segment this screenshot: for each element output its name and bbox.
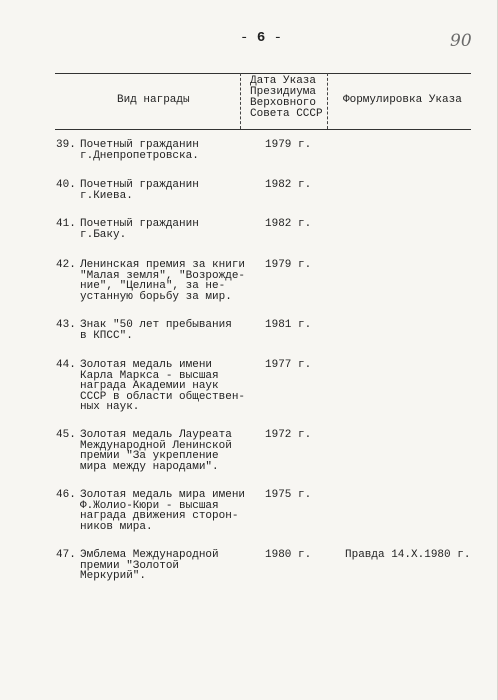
decree-wording: Правда 14.X.1980 г.: [345, 549, 471, 561]
decree-year: 1975 г.: [265, 489, 312, 501]
decree-year: 1977 г.: [265, 359, 312, 371]
header-decree-wording: Формулировка Указа: [343, 94, 462, 106]
row-number: 42.: [56, 259, 76, 271]
row-number: 46.: [56, 489, 76, 501]
row-number: 40.: [56, 179, 76, 191]
row-number: 41.: [56, 218, 76, 230]
decree-year: 1982 г.: [265, 179, 312, 191]
decree-year: 1982 г.: [265, 218, 312, 230]
header-decree-date: Дата Указа Президиума Верховного Совета СССР: [250, 75, 323, 120]
award-name: Знак "50 лет пребывания в КПСС".: [80, 319, 232, 342]
table-header-bottom-rule: [55, 129, 471, 130]
award-name: Почетный гражданин г.Баку.: [80, 218, 199, 241]
decree-year: 1981 г.: [265, 319, 312, 331]
decree-year: 1979 г.: [265, 259, 312, 271]
decree-year: 1972 г.: [265, 429, 312, 441]
row-number: 43.: [56, 319, 76, 331]
row-number: 44.: [56, 359, 76, 371]
award-name: Почетный гражданин г.Днепропетровска.: [80, 139, 199, 162]
archive-page-number: 90: [450, 31, 472, 51]
row-number: 45.: [56, 429, 76, 441]
row-number: 39.: [56, 139, 76, 151]
decree-year: 1979 г.: [265, 139, 312, 151]
table-top-rule: [55, 73, 471, 74]
header-award-type: Вид награды: [117, 94, 190, 106]
award-name: Эмблема Международной премии "Золотой Меркурий".: [80, 549, 219, 582]
award-name: Почетный гражданин г.Киева.: [80, 179, 199, 202]
award-name: Золотая медаль мира имени Ф.Жолио-Кюри - высшая награда движения сторон- ников мира.: [80, 489, 246, 533]
award-name: Золотая медаль Лауреата Международной Ленинской премии "За укрепление мира между народами".: [80, 429, 232, 473]
page-number: - 6 -: [240, 30, 283, 46]
column-separator: [327, 73, 328, 129]
award-name: Ленинская премия за книги "Малая земля", "Возрожде- ние", "Целина", за не- устанную борьбу за мир.: [80, 259, 246, 303]
row-number: 47.: [56, 549, 76, 561]
decree-year: 1980 г.: [265, 549, 312, 561]
column-separator: [240, 73, 241, 129]
award-name: Золотая медаль имени Карла Маркса - высшая награда Академии наук СССР в области обществен- ных наук.: [80, 359, 246, 413]
